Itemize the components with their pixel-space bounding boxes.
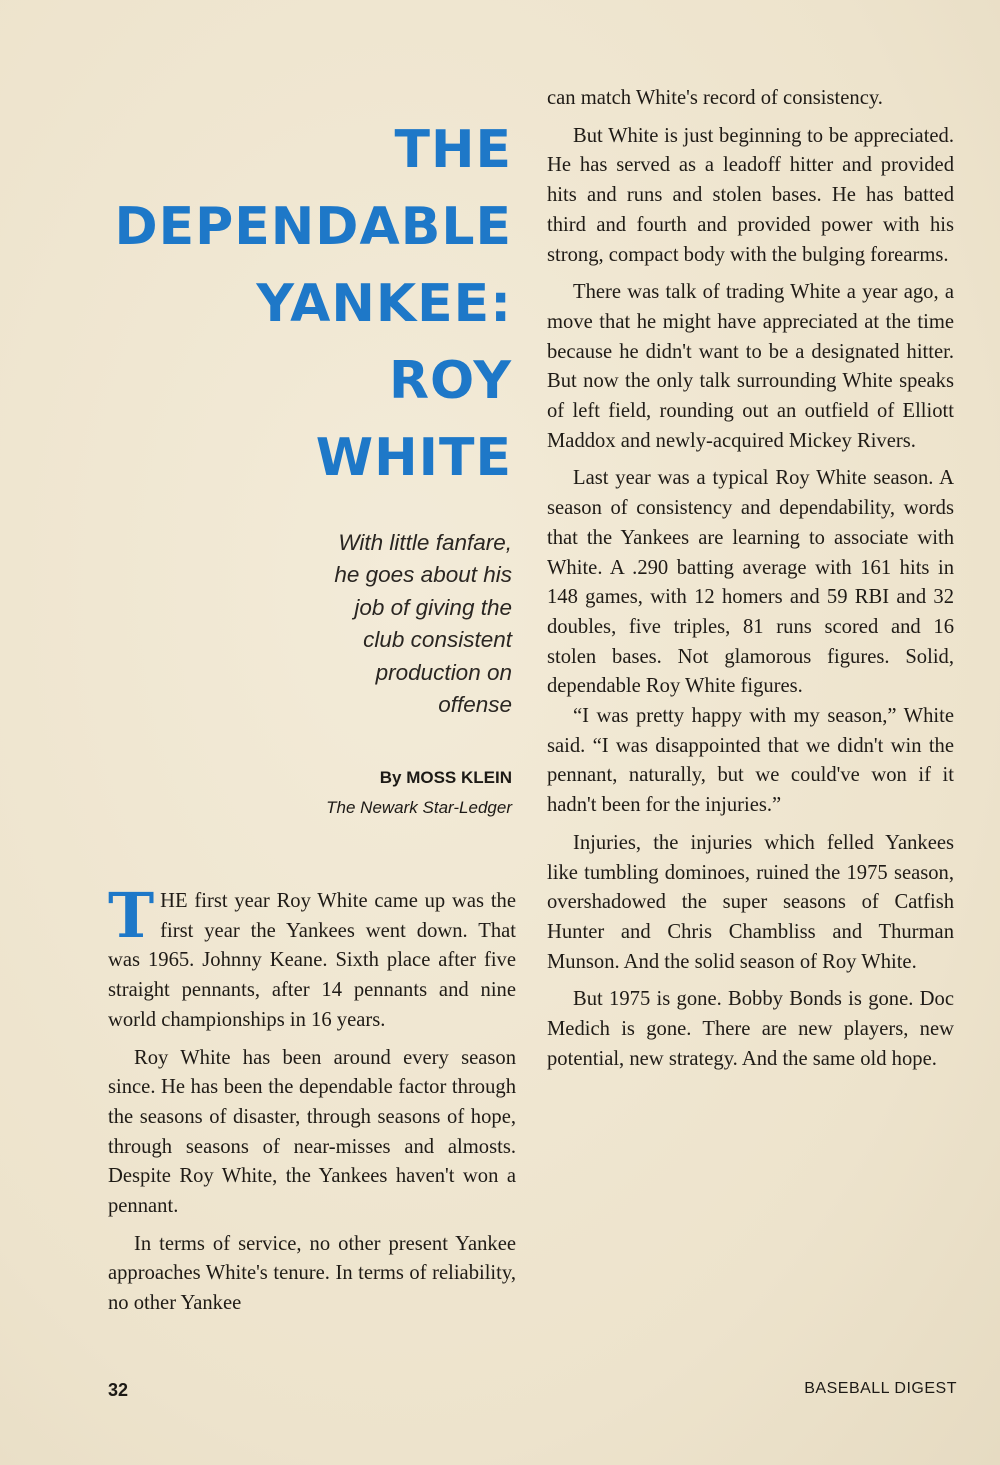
left-column: [108, 879, 516, 1319]
paragraph: But White is just beginning to be appreciated. He has served as a leadoff hitter and provided hits and runs and stolen bases. He has batted third and fourth and provided power with his strong, compact body with the bulging forearms.: [547, 124, 954, 266]
magazine-name: BASEBALL DIGEST: [804, 1380, 957, 1397]
paragraph: can match White's record of consistency.: [547, 87, 883, 109]
headline: [110, 112, 512, 497]
drop-cap: T: [108, 879, 155, 952]
paragraph: Roy White has been around every season since. He has been the dependable factor through the seasons of disaster, through seasons of hope, through seasons of near-misses and almosts. Despite Roy White, the Yankees haven't won a pennant.: [108, 1046, 516, 1218]
paragraph: There was talk of trading White a year ago, a move that he might have appreciated at the time because he didn't want to be a designated hitter. But now the only talk surrounding White speaks of left field, rounding out an outfield of Elliott Maddox and newly-acquired Mickey Rivers.: [547, 281, 954, 452]
paragraph-text: HE first year Roy White came up was the first year the Yankees went down. That was 1965. Johnny Keane. Sixth place after five straight pennants, after 14 pennants and nine world championships in 16 years.: [108, 890, 516, 1031]
headline-line-1: THE: [394, 120, 512, 180]
paragraph: Last year was a typical Roy White season. A season of consistency and dependability, words that the Yankees are learning to associate with White. A .290 batting average with 161 hits in 148 games, with 12 homers and 59 RBI and 32 doubles, five triples, 81 runs scored and 16 stolen bases. Not glamorous figures. Solid, dependable Roy White figures.: [547, 467, 954, 698]
paragraph: [108, 879, 516, 1036]
deck-line-1: With little fanfare,: [338, 530, 512, 555]
deck-line-4: club consistent: [363, 627, 512, 653]
right-column: [547, 84, 954, 1075]
paragraph: In terms of service, no other present Yankee approaches White's tenure. In terms of reliability, no other Yankee: [108, 1232, 516, 1315]
paragraph: But 1975 is gone. Bobby Bonds is gone. Doc Medich is gone. There are new players, new potential, new strategy. And the same old hope.: [547, 988, 954, 1070]
byline-author: By MOSS KLEIN: [379, 768, 512, 787]
headline-line-3: YANKEE:: [256, 274, 512, 334]
headline-line-5: WHITE: [315, 428, 512, 488]
page-number: 32: [108, 1380, 129, 1400]
paragraph: “I was pretty happy with my season,” White said. “I was disappointed that we didn't win the pennant, naturally, but we could've won if it hadn't been for the injuries.”: [547, 705, 954, 817]
headline-line-2: DEPENDABLE: [114, 197, 512, 257]
paragraph: Injuries, the injuries which felled Yankees like tumbling dominoes, ruined the 1975 season, overshadowed the super seasons of Catfish Hunter and Chris Chambliss and Thurman Munson. And the solid season of Roy White.: [547, 831, 954, 973]
deck-line-6: offense: [438, 692, 512, 718]
byline-publication: The Newark Star-Ledger: [326, 798, 512, 817]
headline-line-4: ROY: [388, 351, 512, 411]
deck-line-5: production on: [375, 659, 512, 685]
byline: [220, 763, 512, 823]
deck-line-2: he goes about his: [334, 562, 512, 588]
deck: [220, 527, 512, 721]
deck-line-3: job of giving the: [354, 594, 512, 620]
